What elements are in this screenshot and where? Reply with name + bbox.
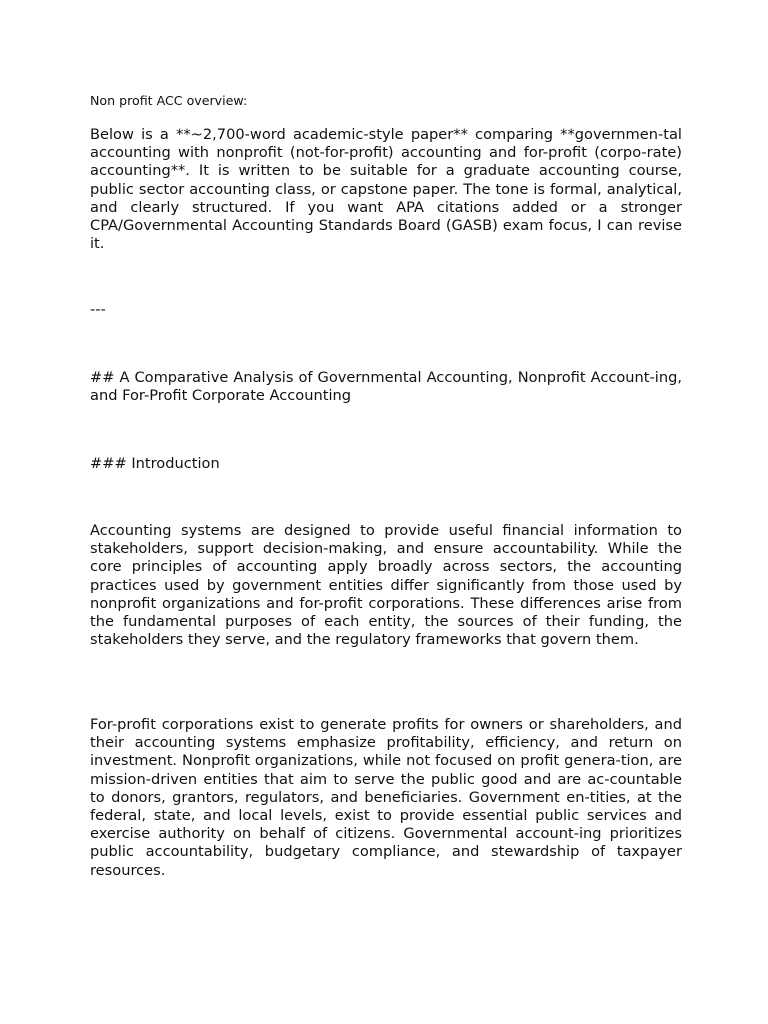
section-heading-introduction: ### Introduction: [90, 455, 220, 472]
body-paragraph: Accounting systems are designed to provide useful financial information to stakeholders, support decision-making, and ensure accountability. While the core principles of accounting apply broadly across sectors, the accounting practices used by government entities differ significantly from those used by nonprofit organizations and for-profit corporations. These differences arise from the fundamental purposes of each entity, the sources of their funding, the stakeholders they serve, and the regulatory frameworks that govern them.: [90, 522, 682, 649]
paper-heading: ## A Comparative Analysis of Governmental Accounting, Nonprofit Account-ing, and For-Profit Corporate Accounting: [90, 369, 682, 405]
intro-paragraph: Below is a **~2,700-word academic-style paper** comparing **governmen-tal accounting with nonprofit (not-for-profit) accounting and for-profit (corpo-rate) accounting**. It is written to be suitable for a graduate accounting course, public sector accounting class, or capstone paper. The tone is formal, analytical, and clearly structured. If you want APA citations added or a stronger CPA/Governmental Accounting Standards Board (GASB) exam focus, I can revise it.: [90, 126, 682, 253]
body-paragraph: For-profit corporations exist to generate profits for owners or shareholders, and their accounting systems emphasize profitability, efficiency, and return on investment. Nonprofit organizations, while not focused on profit genera-tion, are mission-driven entities that aim to serve the public good and are ac-countable to donors, grantors, regulators, and beneficiaries. Government en-tities, at the federal, state, and local levels, exist to provide essential public services and exercise authority on behalf of citizens. Governmental account-ing prioritizes public accountability, budgetary compliance, and stewardship of taxpayer resources.: [90, 716, 682, 879]
document-title: Non profit ACC overview:: [90, 93, 248, 108]
separator: ---: [90, 301, 106, 318]
